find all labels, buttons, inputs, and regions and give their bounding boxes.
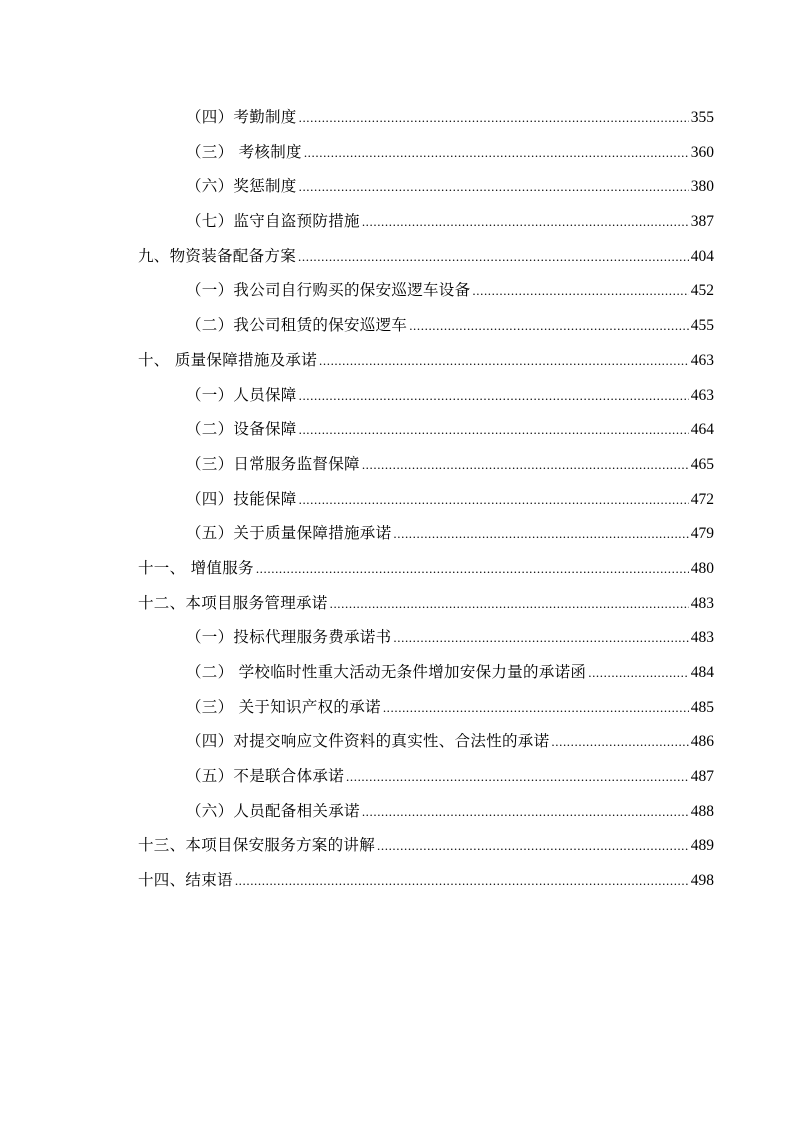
toc-entry-page-number: 355	[690, 109, 714, 126]
toc-entry[interactable]	[138, 794, 714, 829]
toc-dot-leader	[299, 170, 689, 205]
toc-entry[interactable]	[138, 204, 714, 239]
toc-dot-leader	[551, 725, 688, 760]
toc-dot-leader	[409, 309, 689, 344]
toc-entry-title: 十一、 增值服务	[138, 558, 254, 577]
toc-entry-page-number: 483	[690, 594, 714, 612]
toc-entry-page-number: 484	[690, 664, 714, 681]
toc-entry[interactable]	[138, 239, 714, 274]
toc-dot-leader	[299, 483, 689, 518]
toc-entry-title: 十、 质量保障措施及承诺	[138, 350, 318, 369]
toc-dot-leader	[298, 240, 689, 275]
toc-entry[interactable]	[138, 690, 714, 725]
toc-entry-page-number: 487	[690, 768, 714, 786]
toc-entry[interactable]	[138, 482, 714, 517]
toc-entry-page-number: 488	[690, 802, 714, 820]
toc-entry-title: （四）考勤制度	[186, 108, 297, 126]
toc-entry-title: （七）监守自盗预防措施	[186, 212, 360, 231]
toc-entry-page-number: 479	[690, 525, 714, 543]
toc-entry-page-number: 404	[690, 247, 714, 265]
toc-dot-leader	[588, 656, 689, 691]
table-of-contents	[138, 100, 714, 898]
toc-entry-page-number: 472	[690, 490, 714, 508]
toc-entry[interactable]	[138, 724, 714, 759]
toc-dot-leader	[472, 274, 688, 309]
toc-entry[interactable]	[138, 516, 714, 551]
toc-entry-title: 十二、本项目服务管理承诺	[138, 593, 328, 612]
toc-dot-leader	[393, 517, 688, 552]
toc-entry-page-number: 483	[690, 629, 714, 647]
toc-entry[interactable]	[138, 308, 714, 343]
toc-entry-title: （一）投标代理服务费承诺书	[186, 628, 392, 647]
toc-entry-page-number: 485	[690, 698, 714, 716]
toc-entry-page-number: 463	[690, 351, 714, 369]
toc-dot-leader	[256, 552, 689, 587]
toc-entry[interactable]	[138, 620, 714, 655]
toc-dot-leader	[362, 448, 689, 483]
toc-entry-title: 九、物资装备配备方案	[138, 246, 297, 265]
toc-entry[interactable]	[138, 135, 714, 170]
toc-entry[interactable]	[138, 447, 714, 482]
toc-entry-title: （五）不是联合体承诺	[186, 767, 345, 786]
toc-entry-title: （二）设备保障	[186, 420, 297, 439]
toc-entry-title: （五）关于质量保障措施承诺	[186, 524, 392, 543]
toc-entry-page-number: 452	[690, 282, 714, 300]
toc-entry[interactable]	[138, 551, 714, 586]
toc-dot-leader	[330, 587, 689, 622]
toc-entry-title: （一）人员保障	[186, 385, 297, 404]
toc-entry[interactable]	[138, 828, 714, 863]
toc-entry-title: 十四、结束语	[138, 871, 233, 890]
toc-entry[interactable]	[138, 378, 714, 413]
toc-entry-page-number: 455	[690, 317, 714, 335]
toc-entry-page-number: 463	[690, 386, 714, 404]
toc-entry-page-number: 480	[690, 559, 714, 577]
toc-entry[interactable]	[138, 759, 714, 794]
toc-dot-leader	[235, 864, 689, 899]
toc-entry-title: （三） 关于知识产权的承诺	[186, 697, 381, 716]
toc-entry-page-number: 464	[690, 421, 714, 439]
toc-entry-title: 十三、本项目保安服务方案的讲解	[138, 836, 376, 855]
toc-entry[interactable]	[138, 169, 714, 204]
toc-entry-page-number: 486	[690, 733, 714, 751]
toc-entry-page-number: 360	[690, 143, 714, 161]
toc-entry-title: （四）对提交响应文件资料的真实性、合法性的承诺	[186, 732, 550, 751]
toc-dot-leader	[319, 344, 689, 379]
toc-dot-leader	[362, 795, 689, 830]
toc-entry-title: （三）日常服务监督保障	[186, 454, 360, 473]
toc-entry-page-number: 498	[690, 872, 714, 890]
toc-dot-leader	[299, 379, 689, 414]
toc-entry[interactable]	[138, 586, 714, 621]
toc-dot-leader	[362, 205, 689, 240]
toc-dot-leader	[304, 136, 689, 171]
toc-entry[interactable]	[138, 273, 714, 308]
toc-entry[interactable]	[138, 343, 714, 378]
toc-dot-leader	[346, 760, 689, 795]
toc-entry[interactable]	[138, 863, 714, 898]
toc-entry-title: （一）我公司自行购买的保安巡逻车设备	[186, 281, 471, 300]
toc-entry-title: （六）人员配备相关承诺	[186, 801, 360, 820]
toc-dot-leader	[383, 691, 689, 726]
toc-entry-title: （二）我公司租赁的保安巡逻车	[186, 316, 408, 335]
toc-entry[interactable]	[138, 100, 714, 135]
toc-dot-leader	[393, 621, 688, 656]
toc-entry-page-number: 380	[690, 178, 714, 196]
toc-entry[interactable]	[138, 412, 714, 447]
toc-entry-page-number: 465	[690, 455, 714, 473]
toc-entry-page-number: 387	[690, 213, 714, 231]
toc-entry-title: （二） 学校临时性重大活动无条件增加安保力量的承诺函	[186, 663, 587, 681]
toc-dot-leader	[377, 829, 689, 864]
toc-entry[interactable]	[138, 655, 714, 690]
toc-dot-leader	[299, 101, 689, 136]
toc-entry-page-number: 489	[690, 837, 714, 855]
toc-entry-title: （三） 考核制度	[186, 142, 302, 161]
toc-dot-leader	[299, 413, 689, 448]
toc-entry-title: （四）技能保障	[186, 489, 297, 508]
toc-entry-title: （六）奖惩制度	[186, 177, 297, 196]
